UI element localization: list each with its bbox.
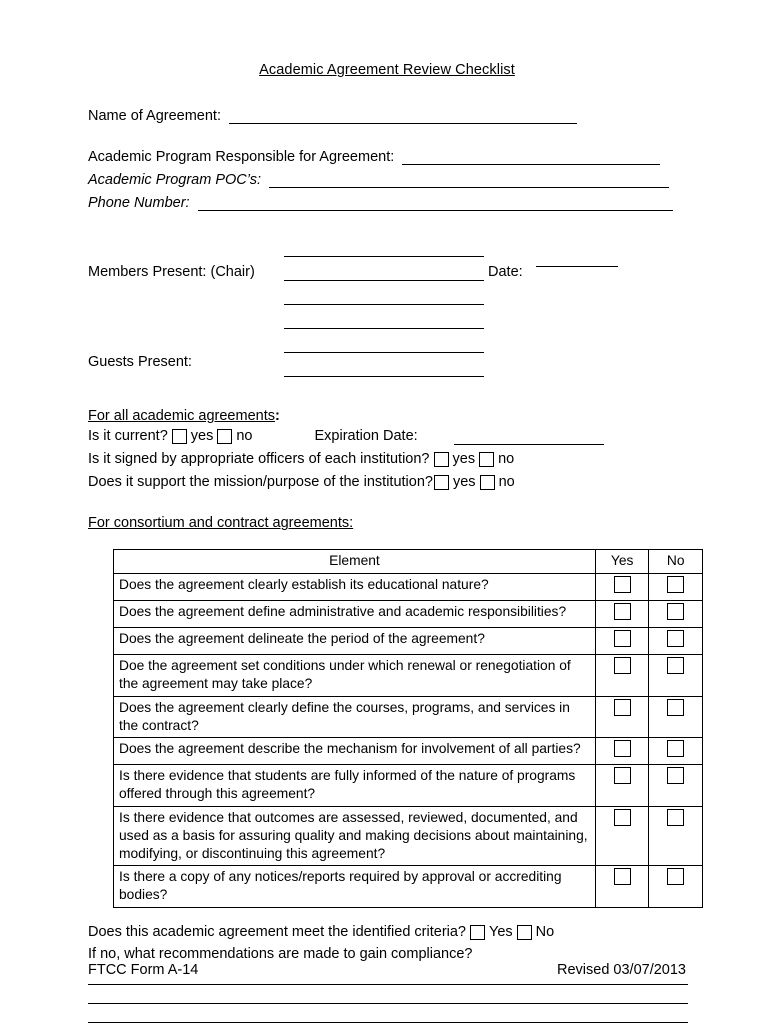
field-rule-phone-number[interactable] — [198, 210, 673, 211]
table-cell-no — [649, 765, 703, 806]
table-cell-yes — [595, 737, 649, 764]
question-supports-mission-label: Does it support the mission/purpose of the institution? — [88, 473, 433, 490]
table-header-row — [114, 550, 703, 573]
table-row — [114, 573, 703, 600]
table-cell-element: Does the agreement define administrative and academic responsibilities? — [114, 600, 596, 627]
table-header-no: No — [649, 550, 703, 573]
checklist-table — [113, 549, 703, 907]
field-rule-expiration-date[interactable] — [454, 444, 604, 445]
table-cell-no — [649, 866, 703, 907]
field-name-of-agreement — [88, 106, 686, 127]
table-cell-element: Doe the agreement set conditions under which renewal or renegotiation of the agreement may take place? — [114, 655, 596, 696]
table-header-element: Element — [114, 550, 596, 573]
checkbox-row7-no[interactable] — [667, 767, 684, 784]
field-label-date: Date: — [488, 264, 523, 281]
table-cell-no — [649, 573, 703, 600]
question-signed-by-officers-label: Is it signed by appropriate officers of each institution? — [88, 450, 430, 467]
checkbox-label-is-it-current-yes: yes — [190, 428, 214, 445]
checkbox-row8-yes[interactable] — [614, 809, 631, 826]
checkbox-label-meets-criteria-no: No — [535, 923, 555, 940]
footer-revision: Revised 03/07/2013 — [557, 962, 686, 978]
checkbox-supports-mission-yes[interactable] — [434, 475, 449, 490]
table-cell-no — [649, 600, 703, 627]
recommendation-line-2[interactable] — [88, 1003, 688, 1004]
section-heading-all-agreements-text: For all academic agreements — [88, 408, 275, 425]
table-cell-yes — [595, 765, 649, 806]
field-label-phone-number: Phone Number: — [88, 195, 190, 212]
checkbox-meets-criteria-no[interactable] — [517, 925, 532, 940]
table-row — [114, 696, 703, 737]
closing-question-block — [88, 922, 686, 967]
checkbox-label-signed-by-officers-no: no — [498, 450, 515, 467]
table-cell-yes — [595, 696, 649, 737]
checkbox-row1-yes[interactable] — [614, 576, 631, 593]
section-heading-all-agreements-colon: : — [274, 408, 280, 425]
question-is-it-current — [88, 426, 686, 448]
table-cell-yes — [595, 600, 649, 627]
field-label-guests-present: Guests Present: — [88, 354, 192, 371]
field-academic-program-poc — [88, 170, 686, 191]
section-heading-all-agreements — [88, 408, 686, 424]
question-supports-mission — [88, 472, 686, 494]
field-rule-academic-program-poc[interactable] — [269, 187, 669, 188]
field-label-academic-program-responsible: Academic Program Responsible for Agreement: — [88, 149, 395, 166]
recommendation-line-1[interactable] — [88, 984, 688, 985]
table-cell-yes — [595, 806, 649, 866]
checkbox-row9-yes[interactable] — [614, 868, 631, 885]
field-academic-program-responsible — [88, 147, 686, 168]
page-title: Academic Agreement Review Checklist — [259, 62, 515, 78]
checkbox-row2-no[interactable] — [667, 603, 684, 620]
members-line-1[interactable] — [284, 256, 484, 257]
members-line-4[interactable] — [284, 328, 484, 329]
checkbox-meets-criteria-yes[interactable] — [470, 925, 485, 940]
checkbox-label-meets-criteria-yes: Yes — [489, 923, 513, 940]
table-row — [114, 765, 703, 806]
field-label-academic-program-poc: Academic Program POC’s: — [88, 172, 261, 189]
checkbox-row5-yes[interactable] — [614, 699, 631, 716]
section-heading-consortium — [88, 515, 686, 531]
checkbox-is-it-current-yes[interactable] — [172, 429, 187, 444]
checkbox-label-is-it-current-no: no — [236, 428, 253, 445]
closing-question-label: Does this academic agreement meet the identified criteria? — [88, 923, 466, 940]
checkbox-row6-no[interactable] — [667, 740, 684, 757]
table-cell-element: Does the agreement clearly define the courses, programs, and services in the contract? — [114, 696, 596, 737]
checkbox-row7-yes[interactable] — [614, 767, 631, 784]
table-cell-no — [649, 655, 703, 696]
section-heading-consortium-text: For consortium and contract agreements: — [88, 515, 354, 532]
table-cell-no — [649, 806, 703, 866]
table-row — [114, 806, 703, 866]
table-cell-element: Does the agreement clearly establish its educational nature? — [114, 573, 596, 600]
checkbox-row4-yes[interactable] — [614, 657, 631, 674]
members-line-6[interactable] — [284, 376, 484, 377]
checkbox-row1-no[interactable] — [667, 576, 684, 593]
checkbox-row5-no[interactable] — [667, 699, 684, 716]
table-cell-element: Is there evidence that outcomes are assessed, reviewed, documented, and used as a basis for assuring quality and making decisions about maintaining, modifying, or discontinuing this agreement? — [114, 806, 596, 866]
table-cell-no — [649, 627, 703, 654]
field-rule-name-of-agreement[interactable] — [229, 123, 577, 124]
field-label-expiration-date: Expiration Date: — [314, 428, 418, 445]
checkbox-row3-yes[interactable] — [614, 630, 631, 647]
table-cell-no — [649, 696, 703, 737]
field-expiration-date — [315, 426, 604, 448]
table-header-yes: Yes — [595, 550, 649, 573]
table-row — [114, 600, 703, 627]
checkbox-label-supports-mission-yes: yes — [452, 473, 476, 490]
closing-followup: If no, what recommendations are made to gain compliance? — [88, 946, 473, 963]
checkbox-row9-no[interactable] — [667, 868, 684, 885]
table-row — [114, 866, 703, 907]
table-cell-yes — [595, 627, 649, 654]
date-rule[interactable] — [536, 266, 618, 267]
table-cell-element: Is there a copy of any notices/reports required by approval or accrediting bodies? — [114, 866, 596, 907]
table-cell-element: Does the agreement describe the mechanism for involvement of all parties? — [114, 737, 596, 764]
table-cell-no — [649, 737, 703, 764]
checkbox-row8-no[interactable] — [667, 809, 684, 826]
question-signed-by-officers — [88, 449, 686, 471]
table-cell-yes — [595, 655, 649, 696]
table-cell-element: Is there evidence that students are fully informed of the nature of programs offered through this agreement? — [114, 765, 596, 806]
recommendation-line-3[interactable] — [88, 1022, 688, 1023]
members-line-5[interactable] — [284, 352, 484, 353]
spacer — [88, 129, 686, 147]
checkbox-signed-by-officers-no[interactable] — [479, 452, 494, 467]
checkbox-label-supports-mission-no: no — [498, 473, 515, 490]
checkbox-signed-by-officers-yes[interactable] — [434, 452, 449, 467]
field-rule-academic-program-responsible[interactable] — [402, 164, 660, 165]
table-cell-element: Does the agreement delineate the period of the agreement? — [114, 627, 596, 654]
checkbox-row4-no[interactable] — [667, 657, 684, 674]
question-is-it-current-label: Is it current? — [88, 428, 168, 445]
table-row — [114, 655, 703, 696]
checkbox-row6-yes[interactable] — [614, 740, 631, 757]
table-cell-yes — [595, 573, 649, 600]
field-label-members-present: Members Present: (Chair) — [88, 264, 255, 281]
checkbox-label-signed-by-officers-yes: yes — [452, 450, 476, 467]
members-guests-block — [88, 236, 686, 382]
field-phone-number — [88, 193, 686, 214]
checkbox-row2-yes[interactable] — [614, 603, 631, 620]
field-label-name-of-agreement: Name of Agreement: — [88, 108, 221, 124]
closing-question — [88, 922, 686, 944]
members-line-2[interactable] — [284, 280, 484, 281]
table-row — [114, 627, 703, 654]
checkbox-is-it-current-no[interactable] — [217, 429, 232, 444]
checkbox-row3-no[interactable] — [667, 630, 684, 647]
footer-form-id: FTCC Form A-14 — [88, 962, 199, 978]
table-cell-yes — [595, 866, 649, 907]
checkbox-supports-mission-no[interactable] — [480, 475, 495, 490]
members-line-3[interactable] — [284, 304, 484, 305]
page-footer — [88, 962, 686, 978]
table-row — [114, 737, 703, 764]
